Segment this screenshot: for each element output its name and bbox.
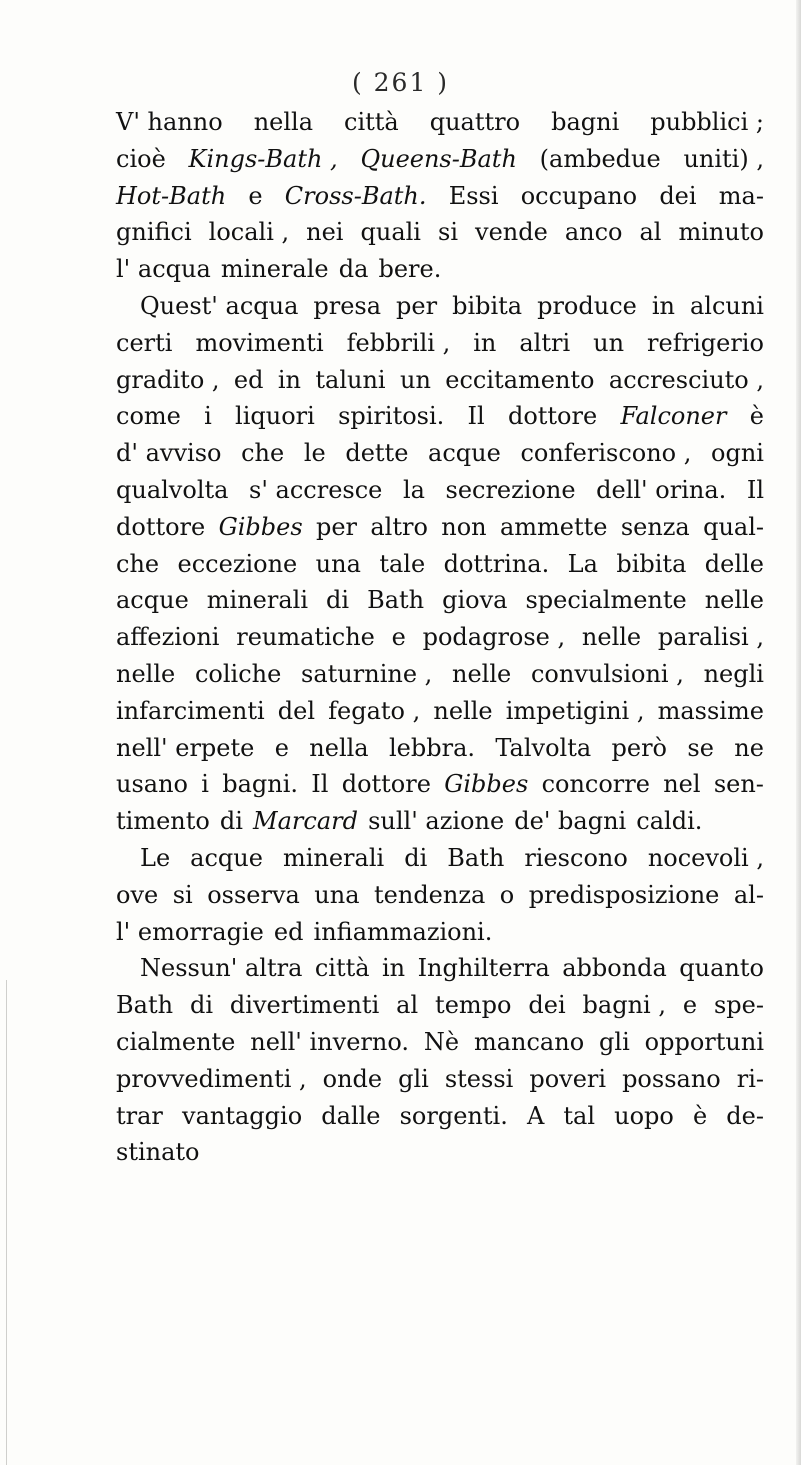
word: usano [116,770,188,799]
word: s' accresce [249,475,383,504]
word: paralisi , [657,623,764,652]
word: lebbra. [388,733,475,762]
word: dalle [321,1101,381,1130]
word: vantaggio [182,1101,303,1130]
word: dottrina. [443,549,550,578]
word: d' avviso [116,439,222,468]
word: giova [442,586,508,615]
word: eccitamento [445,365,595,394]
word: secrezione [445,475,576,504]
word: altri [519,328,571,357]
word: Inghilterra [417,954,550,983]
word: divertimenti [229,991,380,1020]
word: liquori [235,402,315,431]
word: opportuni [644,1027,764,1056]
text-line [116,472,764,509]
word: Essi [448,181,499,210]
word: ed [273,917,304,946]
word: quali [360,218,421,247]
word: quanto [679,954,764,983]
word: nei [306,218,344,247]
text-line [116,1098,764,1135]
word: caldi. [636,807,703,836]
word: gli [599,1027,630,1056]
word: Hot-Bath [116,181,227,210]
word: quattro [429,108,521,136]
word: tempo [435,991,512,1020]
word: nelle [452,659,512,688]
word: Nè [423,1027,460,1056]
word: accresciuto , [608,365,764,394]
word: La [567,549,598,578]
word: stinato [116,1138,200,1167]
word: per [396,291,438,320]
word: tale [379,549,426,578]
word: Nessun' altra [140,954,303,983]
word: Queens-Bath [360,144,517,173]
word: infiammazioni. [313,917,493,946]
word: qual- [703,512,764,541]
word: dei [659,181,697,210]
text-line [116,362,764,399]
word: nel [663,770,701,799]
page-number: ( 261 ) [351,68,450,97]
word: vende [475,218,548,247]
word: non [441,512,487,541]
text-line [116,435,764,472]
text-line [116,251,764,288]
word: come [116,402,181,431]
word: specialmente [525,586,687,615]
word: trar [116,1101,163,1130]
text-line [116,178,764,215]
word: nelle [704,586,764,615]
text-line [116,1061,764,1098]
margin-rule [6,980,7,1465]
text-line [116,803,764,840]
word: occupano [520,181,638,210]
word: acque [190,843,263,872]
word: bere. [378,255,442,284]
word: di [189,991,213,1020]
text-line [116,1024,764,1061]
word: A [526,1101,545,1130]
word: un [399,365,431,394]
word: in [473,328,497,357]
word: una [315,549,361,578]
word: anco [564,218,623,247]
body-text [116,104,764,1171]
word: è [749,402,764,431]
word: bagni , [582,991,666,1020]
word: la [402,475,425,504]
word: bagni. [222,770,299,799]
word: sen- [713,770,764,799]
word: bagni [551,108,620,136]
text-line [116,693,764,730]
text-line [116,950,764,987]
word: si [172,880,193,909]
text-line [116,877,764,914]
word: uniti) , [683,144,764,173]
word: impetigini , [505,696,645,725]
word: e [391,623,406,652]
word: Quest' acqua [140,291,299,320]
word: ove [116,880,159,909]
word: una [314,880,360,909]
word: minerale [220,255,329,284]
word: in [381,954,406,983]
word: se [687,733,714,762]
text-line [116,325,764,362]
word: Gibbes [218,512,303,541]
word: concorre [541,770,650,799]
word: e [248,181,263,210]
word: de- [726,1101,764,1130]
word: nelle [581,623,642,652]
word: tendenza [374,880,486,909]
word: de' bagni [514,807,627,836]
word: Talvolta [495,733,592,762]
word: spiritosi. [338,402,445,431]
word: presa [313,291,382,320]
word: però [611,733,668,762]
word: conferiscono , [520,439,692,468]
word: provvedimenti , [116,1064,307,1093]
text-line [116,914,764,951]
word: locali , [208,218,290,247]
word: nella [309,733,369,762]
word: dottore [341,770,431,799]
word: gradito , [116,365,220,394]
word: un [593,328,625,357]
word: di [219,807,243,836]
word: cioè [116,144,166,173]
word: osserva [207,880,300,909]
word: ogni [711,439,764,468]
text-line [116,509,764,546]
word: dette [345,439,409,468]
word: alcuni [689,291,764,320]
word: l' emorragie [116,917,264,946]
word: acque [428,439,501,468]
word: Gibbes [444,770,529,799]
word: che [116,549,160,578]
word: città [344,108,399,136]
word: dei [528,991,566,1020]
word: che [241,439,285,468]
word: nella [253,108,314,136]
word: (ambedue [539,144,661,173]
word: in [651,291,675,320]
word: spe- [713,991,764,1020]
word: al [396,991,419,1020]
word: saturnine , [301,659,433,688]
word: reumatiche [236,623,375,652]
word: città [314,954,370,983]
text-line [116,987,764,1024]
word: nelle [116,659,176,688]
text-line [116,619,764,656]
word: o [499,880,515,909]
word: per [315,512,358,541]
word: bibita [452,291,523,320]
text-line [116,766,764,803]
word: del [277,696,316,725]
text-line [116,656,764,693]
text-line [116,730,764,767]
word: Il [746,475,764,504]
word: convulsioni , [530,659,684,688]
word: Falconer [620,402,727,431]
word: gnifici [116,218,192,247]
word: Kings-Bath , [188,144,338,173]
text-line [116,840,764,877]
word: nocevoli , [647,843,764,872]
word: ma- [718,181,764,210]
word: nelle [433,696,493,725]
word: pubblici ; [650,108,764,136]
text-line [116,104,764,141]
word: Il [311,770,329,799]
word: al [639,218,662,247]
word: i [204,402,212,431]
word: massime [657,696,764,725]
word: è [692,1101,708,1130]
word: nell' inverno. [250,1027,409,1056]
word: uopo [614,1101,674,1130]
word: negli [703,659,764,688]
word: ed [233,365,264,394]
word: delle [704,549,764,578]
word: refrigerio [647,328,764,357]
word: poveri [529,1064,607,1093]
word: dell' orina. [596,475,727,504]
word: Marcard [253,807,358,836]
word: stessi [444,1064,514,1093]
word: podagrose , [422,623,566,652]
word: qualvolta [116,475,229,504]
word: altro [370,512,428,541]
word: eccezione [177,549,298,578]
text-line [116,288,764,325]
word: movimenti [195,328,324,357]
word: timento [116,807,210,836]
word: Bath [116,991,174,1020]
word: minerali [206,586,309,615]
word: sull' azione [368,807,505,836]
word: Bath [367,586,425,615]
text-line [116,141,764,178]
word: fegato , [328,696,421,725]
word: e [274,733,289,762]
word: dottore [116,512,206,541]
text-line [116,546,764,583]
word: le [303,439,326,468]
word: abbonda [562,954,667,983]
word: al- [733,880,764,909]
text-line [116,582,764,619]
word: l' acqua [116,255,211,284]
word: sorgenti. [399,1101,508,1130]
word: cialmente [116,1027,236,1056]
word: ri- [736,1064,764,1093]
word: si [438,218,458,247]
word: produce [537,291,637,320]
text-line [116,398,764,435]
word: i [201,770,209,799]
word: tal [563,1101,596,1130]
word: senza [620,512,690,541]
word: Cross-Bath. [284,181,427,210]
word: coliche [194,659,282,688]
word: di [326,586,350,615]
word: febbrili , [346,328,451,357]
word: Le [140,843,171,872]
word: gli [398,1064,429,1093]
word: predisposizione [528,880,720,909]
word: mancano [473,1027,585,1056]
page-edge [796,0,801,1465]
word: e [682,991,698,1020]
word: da [338,255,369,284]
word: minerali [282,843,385,872]
word: dottore [507,402,598,431]
word: taluni [315,365,386,394]
word: di [404,843,428,872]
word: Il [467,402,485,431]
word: affezioni [116,623,220,652]
text-line [116,214,764,251]
word: infarcimenti [116,696,265,725]
word: Bath [447,843,505,872]
word: bibita [616,549,687,578]
word: V' hanno [116,108,223,136]
word: certi [116,328,173,357]
word: ammette [499,512,608,541]
word: acque [116,586,189,615]
word: nell' erpete [116,733,255,762]
text-line [116,1134,764,1171]
word: possano [622,1064,721,1093]
word: minuto [678,218,764,247]
word: riescono [524,843,628,872]
word: onde [322,1064,383,1093]
word: ne [734,733,764,762]
word: in [277,365,302,394]
